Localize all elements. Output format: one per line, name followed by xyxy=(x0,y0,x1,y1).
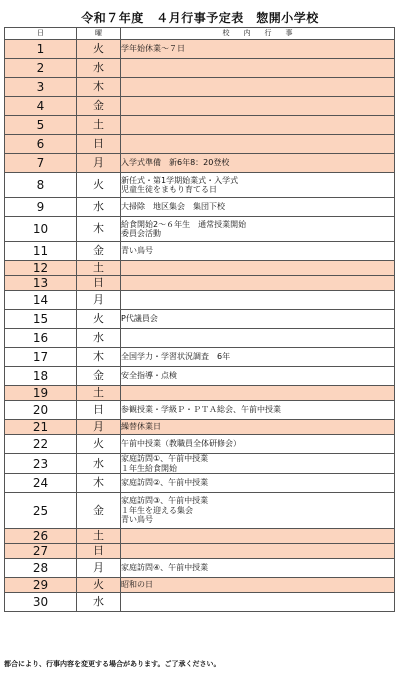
table-row xyxy=(5,198,395,217)
day-cell: 7 xyxy=(5,154,77,173)
table-header-row xyxy=(5,28,395,40)
weekday-cell: 日 xyxy=(77,544,121,559)
event-cell: 新任式・第1学期始業式・入学式 児童生徒をまもり育てる日 xyxy=(121,173,395,198)
day-cell: 29 xyxy=(5,578,77,593)
weekday-cell: 金 xyxy=(77,367,121,386)
table-row xyxy=(5,154,395,173)
weekday-cell: 水 xyxy=(77,454,121,474)
event-cell xyxy=(121,291,395,310)
weekday-cell: 日 xyxy=(77,276,121,291)
day-cell: 21 xyxy=(5,420,77,435)
event-cell: 家庭訪問①、午前中授業 １年生給食開始 xyxy=(121,454,395,474)
table-row xyxy=(5,420,395,435)
day-cell: 27 xyxy=(5,544,77,559)
event-cell xyxy=(121,386,395,401)
table-row xyxy=(5,559,395,578)
table-row xyxy=(5,261,395,276)
day-cell: 5 xyxy=(5,116,77,135)
event-cell xyxy=(121,135,395,154)
event-cell: 学年始休業〜７日 xyxy=(121,40,395,59)
day-cell: 25 xyxy=(5,493,77,529)
weekday-cell: 月 xyxy=(77,559,121,578)
weekday-cell: 金 xyxy=(77,242,121,261)
table-row xyxy=(5,329,395,348)
event-cell xyxy=(121,276,395,291)
event-cell: 繰替休業日 xyxy=(121,420,395,435)
weekday-cell: 日 xyxy=(77,401,121,420)
table-row xyxy=(5,593,395,612)
day-cell: 30 xyxy=(5,593,77,612)
event-cell xyxy=(121,97,395,116)
weekday-cell: 月 xyxy=(77,154,121,173)
event-cell: 青い鳥号 xyxy=(121,242,395,261)
page-title: 令和７年度 ４月行事予定表 惣開小学校 xyxy=(81,11,319,25)
day-cell: 17 xyxy=(5,348,77,367)
schedule-table xyxy=(4,27,395,612)
day-cell: 11 xyxy=(5,242,77,261)
weekday-cell: 土 xyxy=(77,261,121,276)
event-cell: 昭和の日 xyxy=(121,578,395,593)
weekday-cell: 月 xyxy=(77,291,121,310)
weekday-cell: 土 xyxy=(77,529,121,544)
weekday-cell: 土 xyxy=(77,386,121,401)
table-row xyxy=(5,454,395,474)
day-cell: 4 xyxy=(5,97,77,116)
table-row xyxy=(5,59,395,78)
weekday-cell: 火 xyxy=(77,310,121,329)
event-cell: 大掃除 地区集会 集団下校 xyxy=(121,198,395,217)
table-row xyxy=(5,217,395,242)
event-cell xyxy=(121,529,395,544)
day-cell: 18 xyxy=(5,367,77,386)
weekday-cell: 水 xyxy=(77,329,121,348)
day-cell: 24 xyxy=(5,474,77,493)
event-cell: 家庭訪問②、午前中授業 xyxy=(121,474,395,493)
day-cell: 1 xyxy=(5,40,77,59)
event-cell: P代議員会 xyxy=(121,310,395,329)
table-row xyxy=(5,242,395,261)
table-row xyxy=(5,310,395,329)
weekday-cell: 水 xyxy=(77,198,121,217)
weekday-cell: 水 xyxy=(77,593,121,612)
table-row xyxy=(5,401,395,420)
table-row xyxy=(5,386,395,401)
event-cell: 安全指導・点検 xyxy=(121,367,395,386)
table-row xyxy=(5,435,395,454)
weekday-cell: 月 xyxy=(77,420,121,435)
day-cell: 23 xyxy=(5,454,77,474)
day-cell: 6 xyxy=(5,135,77,154)
event-cell xyxy=(121,78,395,97)
day-cell: 28 xyxy=(5,559,77,578)
table-row xyxy=(5,97,395,116)
table-body xyxy=(5,40,395,612)
weekday-cell: 日 xyxy=(77,135,121,154)
table-row xyxy=(5,276,395,291)
weekday-cell: 木 xyxy=(77,474,121,493)
event-cell: 入学式準備 新6年8：20登校 xyxy=(121,154,395,173)
day-cell: 12 xyxy=(5,261,77,276)
day-cell: 2 xyxy=(5,59,77,78)
table-row xyxy=(5,544,395,559)
table-row xyxy=(5,291,395,310)
table-row xyxy=(5,474,395,493)
weekday-cell: 水 xyxy=(77,59,121,78)
header-day: 日 xyxy=(5,28,77,40)
table-row xyxy=(5,173,395,198)
day-cell: 16 xyxy=(5,329,77,348)
table-row xyxy=(5,348,395,367)
event-cell xyxy=(121,329,395,348)
weekday-cell: 金 xyxy=(77,493,121,529)
table-row xyxy=(5,367,395,386)
event-cell xyxy=(121,116,395,135)
table-row xyxy=(5,78,395,97)
event-cell: 全国学力・学習状況調査 6年 xyxy=(121,348,395,367)
event-cell: 参観授業・学級Ｐ・ＰＴＡ総会、午前中授業 xyxy=(121,401,395,420)
weekday-cell: 木 xyxy=(77,217,121,242)
weekday-cell: 木 xyxy=(77,348,121,367)
day-cell: 20 xyxy=(5,401,77,420)
table-row xyxy=(5,529,395,544)
day-cell: 19 xyxy=(5,386,77,401)
table-row xyxy=(5,493,395,529)
event-cell xyxy=(121,544,395,559)
weekday-cell: 木 xyxy=(77,78,121,97)
header-weekday: 曜 xyxy=(77,28,121,40)
weekday-cell: 火 xyxy=(77,173,121,198)
event-cell: 家庭訪問③、午前中授業 １年生を迎える集会 青い鳥号 xyxy=(121,493,395,529)
event-cell xyxy=(121,593,395,612)
weekday-cell: 火 xyxy=(77,435,121,454)
day-cell: 10 xyxy=(5,217,77,242)
weekday-cell: 金 xyxy=(77,97,121,116)
event-cell xyxy=(121,59,395,78)
day-cell: 8 xyxy=(5,173,77,198)
event-cell: 午前中授業（教職員全体研修会） xyxy=(121,435,395,454)
day-cell: 22 xyxy=(5,435,77,454)
table-row xyxy=(5,578,395,593)
day-cell: 14 xyxy=(5,291,77,310)
event-cell xyxy=(121,261,395,276)
table-row xyxy=(5,40,395,59)
day-cell: 15 xyxy=(5,310,77,329)
weekday-cell: 火 xyxy=(77,578,121,593)
event-cell: 給食開始2〜６年生 通常授業開始 委員会活動 xyxy=(121,217,395,242)
table-row xyxy=(5,116,395,135)
day-cell: 13 xyxy=(5,276,77,291)
header-events: 校 内 行 事 xyxy=(121,28,395,40)
table-row xyxy=(5,135,395,154)
footer-note: 都合により、行事内容を変更する場合があります。ご了承ください。 xyxy=(4,660,221,668)
event-cell: 家庭訪問④、午前中授業 xyxy=(121,559,395,578)
day-cell: 26 xyxy=(5,529,77,544)
day-cell: 9 xyxy=(5,198,77,217)
day-cell: 3 xyxy=(5,78,77,97)
weekday-cell: 土 xyxy=(77,116,121,135)
weekday-cell: 火 xyxy=(77,40,121,59)
